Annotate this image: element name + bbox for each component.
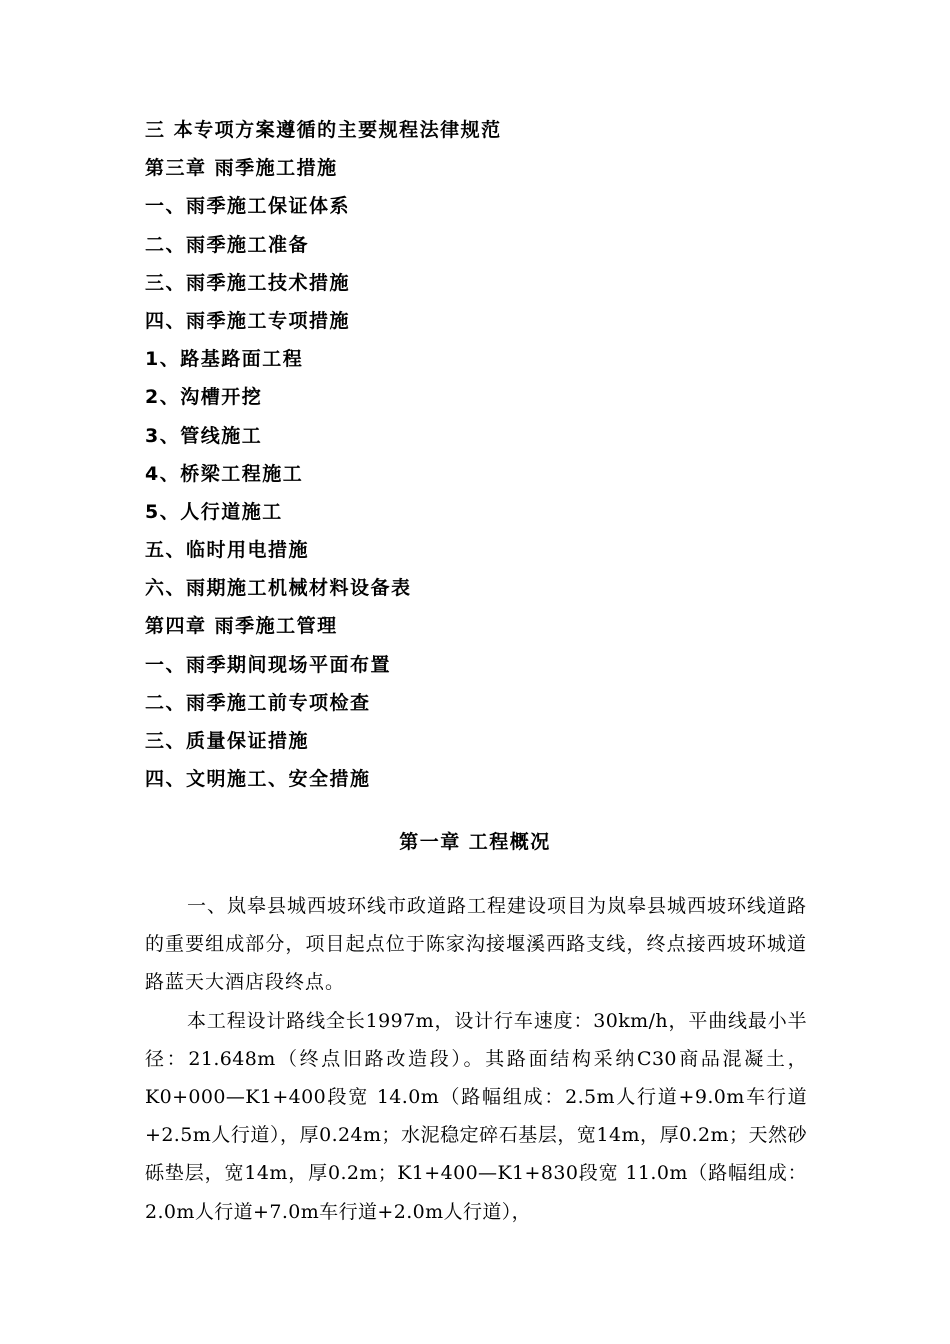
- toc-item: 二、雨季施工准备: [145, 233, 310, 256]
- toc-item: 四、雨季施工专项措施: [145, 309, 351, 332]
- toc-item: 四、文明施工、安全措施: [145, 768, 371, 791]
- toc-item: 一、雨季期间现场平面布置: [145, 653, 392, 676]
- chapter-title: 第一章 工程概况: [399, 831, 551, 853]
- toc-subitem: 5、人行道施工: [145, 500, 283, 523]
- toc-item: 五、临时用电措施: [145, 539, 310, 562]
- table-of-contents: [145, 111, 845, 798]
- toc-chapter-heading: 第四章 雨季施工管理: [145, 615, 338, 638]
- toc-item: 二、雨季施工前专项检查: [145, 691, 371, 714]
- paragraph-design-specs: 本工程设计路线全长1997m，设计行车速度：30km/h，平曲线最小半径：21.648m（终点旧路改造段）。其路面结构采纳C30商品混凝土，K0+000—K1+400段宽 14.0m（路幅组成：2.5m人行道+9.0m车行道+2.5m人行道），厚0.24m；水泥稳定碎石基层，宽14m，厚0.2m；天然砂砾垫层，宽14m，厚0.2m；K1+400—K1+830段宽 11.0m（路幅组成：2.0m人行道+7.0m车行道+2.0m人行道），: [145, 1009, 807, 1223]
- toc-item: 六、雨期施工机械材料设备表: [145, 577, 412, 600]
- toc-subitem: 1、路基路面工程: [145, 348, 304, 371]
- toc-item: 三、雨季施工技术措施: [145, 271, 351, 294]
- toc-subitem: 2、沟槽开挖: [145, 386, 263, 409]
- toc-chapter-heading: 第三章 雨季施工措施: [145, 157, 338, 180]
- toc-item: 三、质量保证措施: [145, 730, 310, 752]
- toc-subitem: 4、桥梁工程施工: [145, 462, 304, 485]
- paragraph-project-intro: 一、岚皋县城西坡环线市政道路工程建设项目为岚皋县城西坡环线道路的重要组成部分，项目起点位于陈家沟接堰溪西路支线，终点接西坡环城道路蓝天大酒店段终点。: [145, 895, 808, 994]
- toc-item: 一、雨季施工保证体系: [145, 195, 351, 218]
- body-text: [145, 887, 807, 1231]
- toc-item: 三 本专项方案遵循的主要规程法律规范: [145, 119, 502, 141]
- toc-subitem: 3、管线施工: [145, 424, 263, 447]
